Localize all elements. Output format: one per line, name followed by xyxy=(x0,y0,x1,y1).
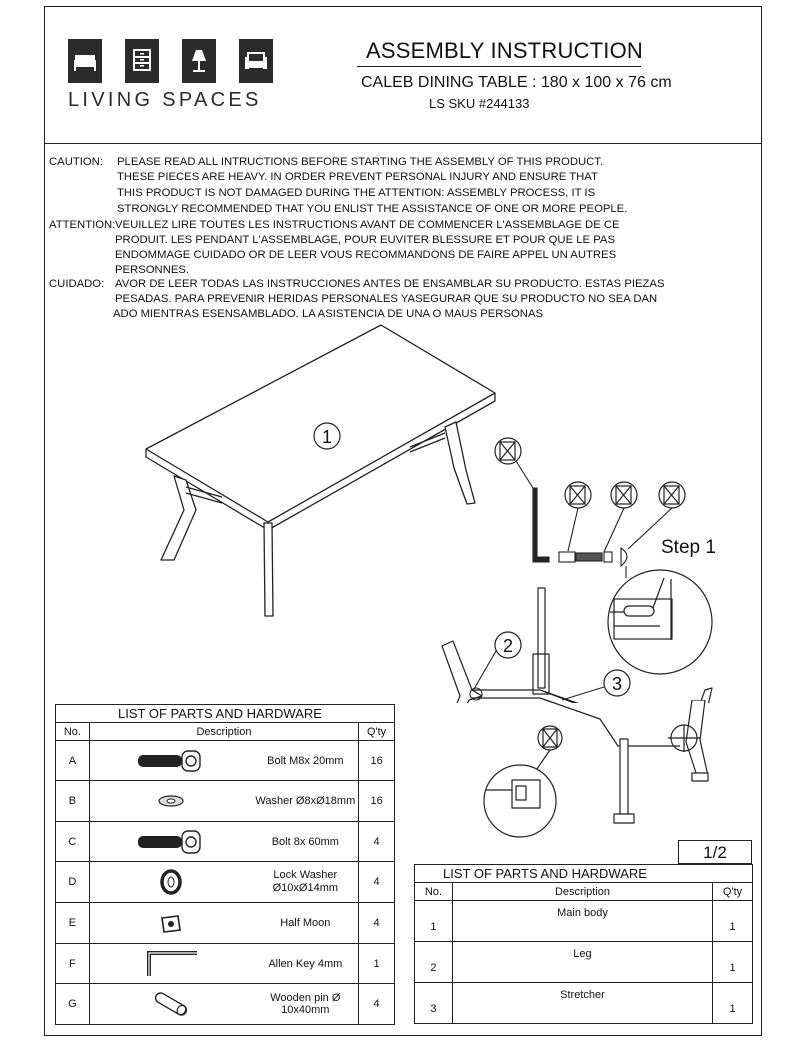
tabletop xyxy=(146,325,495,522)
caution-line: THIS PRODUCT IS NOT DAMAGED DURING THE ATTENTION: ASSEMBLY PROCESS, IT IS xyxy=(117,187,596,199)
step-label: Step 1 xyxy=(661,537,716,558)
row-quantity: 4 xyxy=(359,984,395,1025)
column-header: No. xyxy=(415,883,453,901)
bolt-icon xyxy=(89,741,252,781)
page-number: 1/2 xyxy=(678,840,752,864)
table-row xyxy=(56,822,395,862)
cuidado-line: PESADAS. PARA PREVENIR HERIDAS PERSONALES YASEGURAR QUE SU PRODUCTO NO SEA DAN xyxy=(115,293,658,305)
row-description: Washer Ø8xØ18mm xyxy=(252,781,358,822)
brand-name: LIVING SPACES xyxy=(68,89,262,111)
column-header: Q'ty xyxy=(359,723,395,741)
lamp-icon xyxy=(182,39,216,83)
column-header: Q'ty xyxy=(713,883,753,901)
table-row xyxy=(56,781,395,822)
row-quantity: 1 xyxy=(359,944,395,984)
row-quantity: 4 xyxy=(359,903,395,944)
long-bolt-icon xyxy=(89,822,252,862)
assembly-diagram xyxy=(44,143,762,703)
table-row xyxy=(56,984,395,1025)
lock-washer-icon xyxy=(89,862,252,903)
row-number: E xyxy=(56,903,90,944)
attention-line: ENDOMMAGE CUIDADO OR DE LEER VOUS RECOMMANDONS DE FAIRE APPEL UN AUTRES xyxy=(115,249,617,261)
row-description: Wooden pin Ø 10x40mm xyxy=(252,984,358,1025)
table-row xyxy=(415,942,753,983)
half-moon-icon xyxy=(89,903,252,944)
row-number: 2 xyxy=(415,942,453,983)
row-number: 1 xyxy=(415,901,453,942)
product-name: CALEB DINING TABLE : 180 x 100 x 76 cm xyxy=(361,74,672,91)
row-description: Half Moon xyxy=(252,903,358,944)
parts-table xyxy=(414,864,753,1024)
callout-3: 3 xyxy=(611,674,623,694)
row-quantity: 4 xyxy=(359,862,395,903)
row-number: G xyxy=(56,984,90,1025)
attention-line: PERSONNES. xyxy=(115,264,190,276)
product-sku: LS SKU #244133 xyxy=(429,96,530,111)
hardware-table-title: LIST OF PARTS AND HARDWARE xyxy=(56,705,395,723)
washer-icon xyxy=(89,781,252,822)
sofa-icon xyxy=(239,39,273,83)
cuidado-line: ADO MIENTRAS ESENSAMBLADO. LA ASISTENCIA DE UNA O MAUS PERSONAS xyxy=(113,308,544,320)
caution-label: CAUTION: xyxy=(49,156,103,168)
row-number: F xyxy=(56,944,90,984)
column-header: No. xyxy=(56,723,90,741)
table-leg xyxy=(264,523,273,616)
detail-magnifier xyxy=(484,765,556,837)
row-quantity: 1 xyxy=(713,942,753,983)
row-description: Stretcher xyxy=(452,983,712,1024)
row-quantity: 16 xyxy=(359,741,395,781)
table-leg xyxy=(445,422,475,504)
callout-2: 2 xyxy=(502,636,514,656)
caution-line: PLEASE READ ALL INTRUCTIONS BEFORE STARTING THE ASSEMBLY OF THIS PRODUCT. xyxy=(117,156,604,168)
callout-1: 1 xyxy=(321,427,333,447)
table-row xyxy=(56,741,395,781)
dresser-icon xyxy=(125,39,159,83)
hardware-table xyxy=(55,704,395,1025)
attention-line: PRODUIT. LES PENDANT L'ASSEMBLAGE, POUR EUVITER BLESSURE ET POUR QUE LE PAS xyxy=(115,234,615,246)
title-underline xyxy=(357,66,641,67)
row-description: Bolt 8x 60mm xyxy=(252,822,358,862)
row-number: A xyxy=(56,741,90,781)
wooden-pin-icon xyxy=(89,984,252,1025)
row-number: D xyxy=(56,862,90,903)
page-title: ASSEMBLY INSTRUCTION xyxy=(366,38,644,63)
row-number: 3 xyxy=(415,983,453,1024)
caution-line: STRONGLY RECOMMENDED THAT YOU ENLIST THE ASSISTANCE OF ONE OR MORE PEOPLE. xyxy=(117,203,628,215)
table-row xyxy=(56,903,395,944)
attention-line: VEUILLEZ LIRE TOUTES LES INSTRUCTIONS AVANT DE COMMENCER L'ASSEMBLAGE DE CE xyxy=(115,219,620,231)
row-description: Leg xyxy=(452,942,712,983)
allen-key-icon xyxy=(89,944,252,984)
table-row xyxy=(415,983,753,1024)
row-number: B xyxy=(56,781,90,822)
assembly-diagram-lower xyxy=(400,700,730,840)
attention-label: ATTENTION: xyxy=(49,219,116,231)
caution-line: THESE PIECES ARE HEAVY. IN ORDER PREVENT PERSONAL INJURY AND ENSURE THAT xyxy=(117,171,598,183)
parts-table-title: LIST OF PARTS AND HARDWARE xyxy=(415,865,753,883)
row-description: Bolt M8x 20mm xyxy=(252,741,358,781)
table-row xyxy=(56,944,395,984)
vertical-post xyxy=(538,588,545,688)
row-description: Lock Washer Ø10xØ14mm xyxy=(252,862,358,903)
table-row xyxy=(415,901,753,942)
row-description: Allen Key 4mm xyxy=(252,944,358,984)
row-description: Main body xyxy=(452,901,712,942)
cuidado-line: AVOR DE LEER TODAS LAS INSTRUCCIONES ANTES DE ENSAMBLAR SU PRODUCTO. ESTAS PIEZAS xyxy=(115,278,665,290)
column-header: Description xyxy=(89,723,358,741)
row-number: C xyxy=(56,822,90,862)
row-quantity: 1 xyxy=(713,983,753,1024)
row-quantity: 4 xyxy=(359,822,395,862)
cuidado-label: CUIDADO: xyxy=(49,278,105,290)
row-quantity: 1 xyxy=(713,901,753,942)
detail-magnifier xyxy=(608,570,712,674)
bed-icon xyxy=(68,39,102,83)
table-row xyxy=(56,862,395,903)
column-header: Description xyxy=(452,883,712,901)
row-quantity: 16 xyxy=(359,781,395,822)
